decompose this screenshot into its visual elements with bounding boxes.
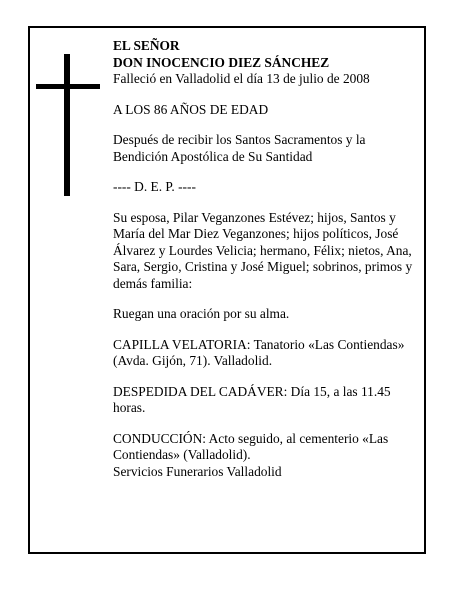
funeral-services: Servicios Funerarios Valladolid (113, 463, 282, 479)
cross-vertical-bar (64, 54, 70, 196)
death-date: Falleció en Valladolid el día 13 de julio de 2008 (113, 71, 370, 86)
cross-icon (36, 54, 100, 196)
deceased-name: DON INOCENCIO DIEZ SÁNCHEZ (113, 54, 330, 70)
title-line-1: EL SEÑOR (113, 38, 180, 53)
notice-text (113, 38, 419, 480)
age-line: A LOS 86 AÑOS DE EDAD (113, 101, 269, 117)
farewell-info: DESPEDIDA DEL CADÁVER: Día 15, a las 11.45 horas. (113, 383, 391, 415)
chapel-info: CAPILLA VELATORIA: Tanatorio «Las Contiendas» (Avda. Gijón, 71). Valladolid. (113, 336, 405, 368)
family-list: Su esposa, Pilar Veganzones Estévez; hijos, Santos y María del Mar Diez Veganzones; hijos políticos, José Álvarez y Lourdes Velicia; hermano, Félix; nietos, Ana, Sara, Sergio, Cristina y José Miguel; sobrinos, primos y demás familia: (113, 209, 413, 291)
cross-horizontal-bar (36, 84, 100, 89)
procession-info: CONDUCCIÓN: Acto seguido, al cementerio «Las Contiendas» (Valladolid). (113, 430, 389, 462)
sacraments-line: Después de recibir los Santos Sacramentos y la Bendición Apostólica de Su Santidad (113, 132, 366, 164)
prayer-line: Ruegan una oración por su alma. (113, 306, 290, 321)
rip-line: ---- D. E. P. ---- (113, 179, 196, 194)
